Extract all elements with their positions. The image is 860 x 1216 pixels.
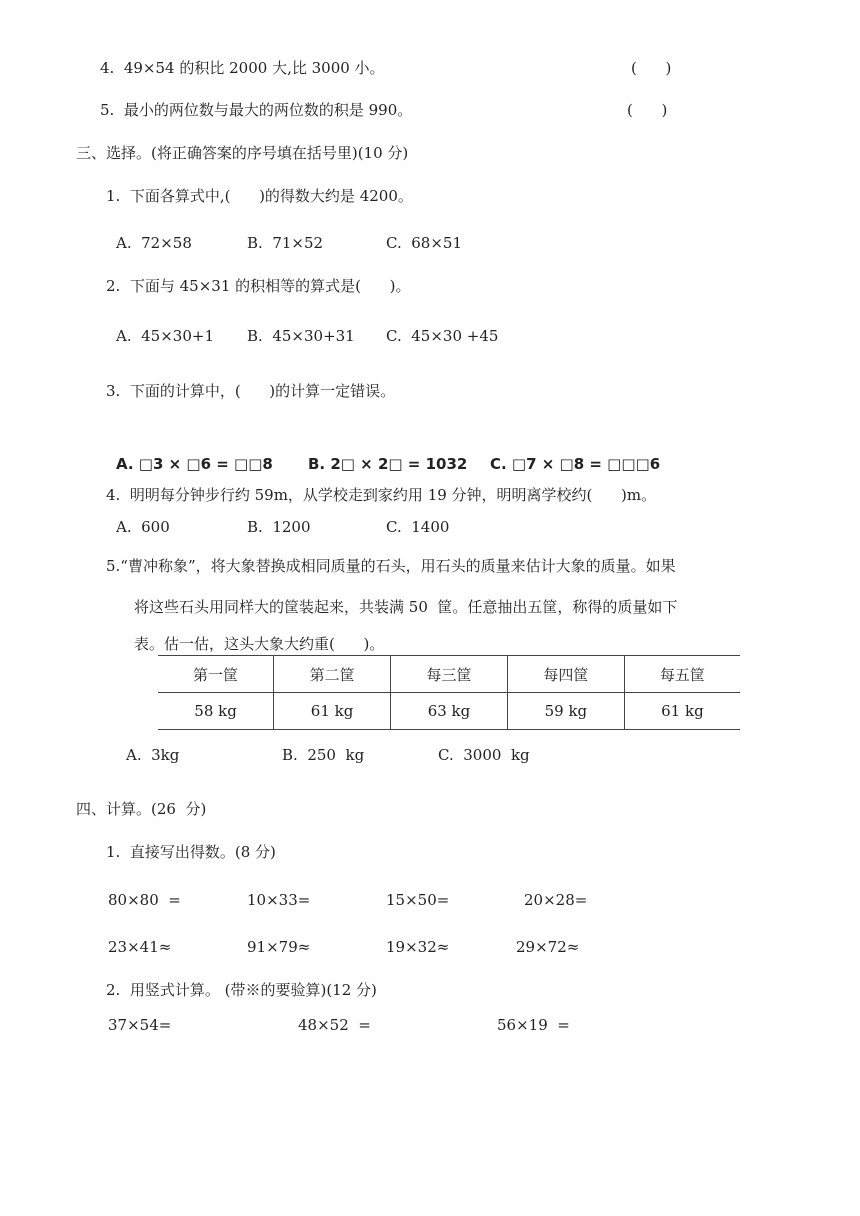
choice-q5-stem-line-2: 将这些石头用同样大的筐装起来，共装满 50 筐。任意抽出五筐，称得的质量如下 [134, 598, 678, 616]
calc-q2-title: 2. 用竖式计算。 (带※的要验算)(12 分) [106, 981, 377, 999]
calc-q1-expression: 29×72≈ [516, 938, 580, 956]
choice-q2-option-c: C. 45×30 +45 [386, 327, 499, 345]
choice-q2-option-b: B. 45×30+31 [247, 327, 355, 345]
choice-q3-stem: 3. 下面的计算中，( )的计算一定错误。 [106, 382, 396, 400]
calc-q1-expression: 80×80 = [108, 891, 181, 909]
table-header-cell: 每四筐 [507, 656, 624, 693]
calc-q2-expression: 48×52 = [298, 1016, 371, 1034]
calc-q1-expression: 19×32≈ [386, 938, 450, 956]
calc-q1-expression: 10×33= [247, 891, 311, 909]
choice-q1-stem: 1. 下面各算式中,( )的得数大约是 4200。 [106, 187, 413, 205]
judge-item-4: 4. 49×54 的积比 2000 大,比 3000 小。 [100, 59, 385, 77]
judge-item-5: 5. 最小的两位数与最大的两位数的积是 990。 [100, 101, 413, 119]
judge-answer-blank-4[interactable]: ( ) [631, 59, 672, 77]
table-cell: 59 kg [507, 693, 624, 730]
calc-q2-expression: 37×54= [108, 1016, 172, 1034]
choice-q4-option-b: B. 1200 [247, 518, 311, 536]
section-heading-calc: 四、计算。(26 分) [76, 800, 207, 818]
calc-q1-expression: 91×79≈ [247, 938, 311, 956]
table-header-cell: 每三筐 [391, 656, 508, 693]
table-header-cell: 第二筐 [274, 656, 391, 693]
table-header-cell: 每五筐 [624, 656, 740, 693]
choice-q5-option-b: B. 250 kg [282, 746, 365, 764]
choice-q2-stem: 2. 下面与 45×31 的积相等的算式是( )。 [106, 277, 411, 295]
table-cell: 61 kg [624, 693, 740, 730]
choice-q5-stem-line-1: 5.“曹冲称象”，将大象替换成相同质量的石头，用石头的质量来估计大象的质量。如果 [106, 557, 676, 575]
choice-q1-option-b: B. 71×52 [247, 234, 324, 252]
choice-q4-option-c: C. 1400 [386, 518, 450, 536]
basket-weight-table [158, 655, 740, 730]
choice-q5-option-a: A. 3kg [126, 746, 180, 764]
table-header-row [158, 656, 740, 693]
choice-q2-option-a: A. 45×30+1 [116, 327, 214, 345]
choice-q1-option-c: C. 68×51 [386, 234, 462, 252]
choice-q4-option-a: A. 600 [116, 518, 170, 536]
choice-q5-option-c: C. 3000 kg [438, 746, 530, 764]
judge-answer-blank-5[interactable]: ( ) [627, 101, 668, 119]
table-cell: 63 kg [391, 693, 508, 730]
choice-q4-stem: 4. 明明每分钟步行约 59m，从学校走到家约用 19 分钟，明明离学校约( )m。 [106, 486, 657, 504]
table-header-cell: 第一筐 [158, 656, 274, 693]
choice-q1-option-a: A. 72×58 [116, 234, 192, 252]
calc-q1-expression: 20×28= [524, 891, 588, 909]
table-cell: 61 kg [274, 693, 391, 730]
choice-q5-stem-line-3: 表。估一估，这头大象大约重( )。 [134, 635, 385, 653]
calc-q1-title: 1. 直接写出得数。(8 分) [106, 843, 276, 861]
choice-q3-option-c: C. □7 × □8 = □□□6 [490, 455, 661, 473]
calc-q1-expression: 15×50= [386, 891, 450, 909]
choice-q3-option-a: A. □3 × □6 = □□8 [116, 455, 273, 473]
choice-q3-option-b: B. 2□ × 2□ = 1032 [308, 455, 468, 473]
table-row [158, 693, 740, 730]
calc-q2-expression: 56×19 = [497, 1016, 570, 1034]
section-heading-choice: 三、选择。(将正确答案的序号填在括号里)(10 分) [76, 144, 409, 162]
table-cell: 58 kg [158, 693, 274, 730]
calc-q1-expression: 23×41≈ [108, 938, 172, 956]
